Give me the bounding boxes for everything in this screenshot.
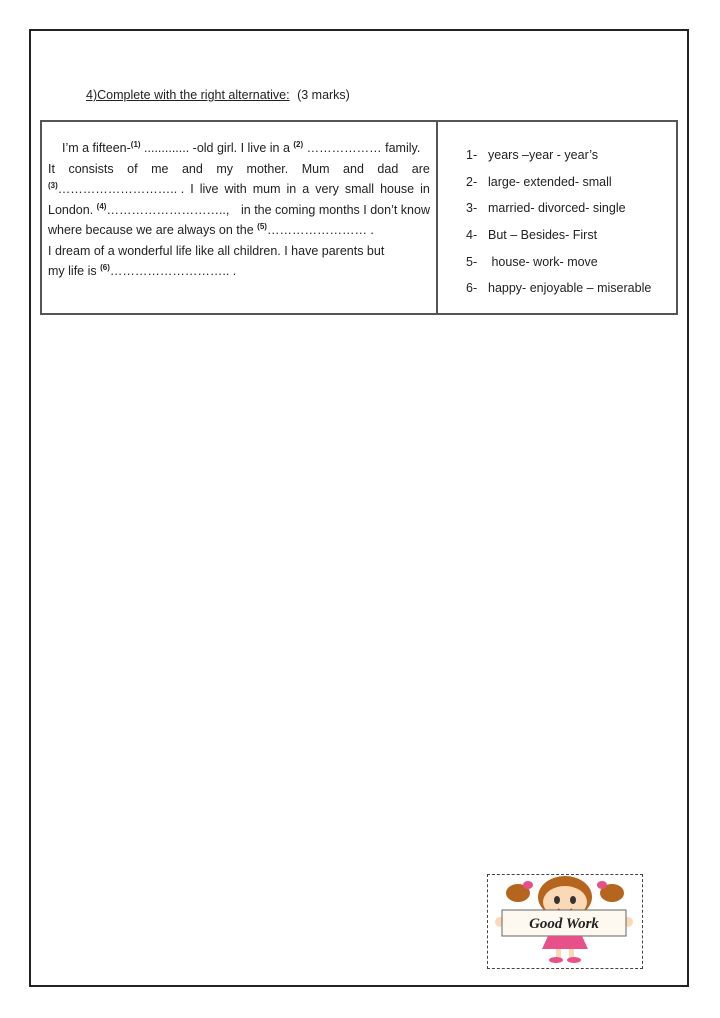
exercise-instruction: 4)Complete with the right alternative: xyxy=(86,88,290,102)
option-row: 4- But – Besides- First xyxy=(466,228,598,243)
blank-number-1: (1) xyxy=(130,140,141,149)
exercise-marks: (3 marks) xyxy=(297,88,350,102)
blank-number-6: (6) xyxy=(100,263,110,272)
good-work-badge xyxy=(487,874,643,969)
girl-illustration-icon xyxy=(488,875,642,968)
passage-line-5: where because we are always on the $^{(5)}$…………………… . xyxy=(48,222,374,237)
passage-cell xyxy=(42,122,438,313)
exercise-table xyxy=(40,120,678,315)
passage-line-4: London. $^{(4)}$……………………….., in the coming months I don’t know xyxy=(48,201,430,217)
badge-text: Good Work xyxy=(529,916,599,932)
option-row: 6- happy- enjoyable – miserable xyxy=(466,281,652,296)
passage-line-2: It consists of me and my mother. Mum and dad are xyxy=(48,161,430,176)
options-cell xyxy=(438,122,676,313)
option-row: 3- married- divorced- single xyxy=(466,201,626,216)
option-row: 1- years –year - year’s xyxy=(466,148,598,162)
blank-number-4: (4) xyxy=(96,201,107,211)
blank-number-5: (5) xyxy=(257,222,267,231)
passage-line-6: I dream of a wonderful life like all children. I have parents but xyxy=(48,243,385,258)
blank-number-3: (3) xyxy=(48,181,58,190)
passage-line-3: $^{(3)}$……………………….. . I live with mum in a very small house in xyxy=(48,181,430,196)
blank-number-2: (2) xyxy=(293,140,304,149)
passage-line-1: I’m a fifteen-$^{(1)}$ ............. -old girl. I live in a $^{(2)}$ ……………… family. xyxy=(62,140,421,155)
passage-line-7: my life is $^{(6)}$……………………….. . xyxy=(48,263,237,278)
option-row: 2- large- extended- small xyxy=(466,174,612,189)
option-row: 5- house- work- move xyxy=(466,254,598,269)
exercise-title xyxy=(86,88,350,102)
